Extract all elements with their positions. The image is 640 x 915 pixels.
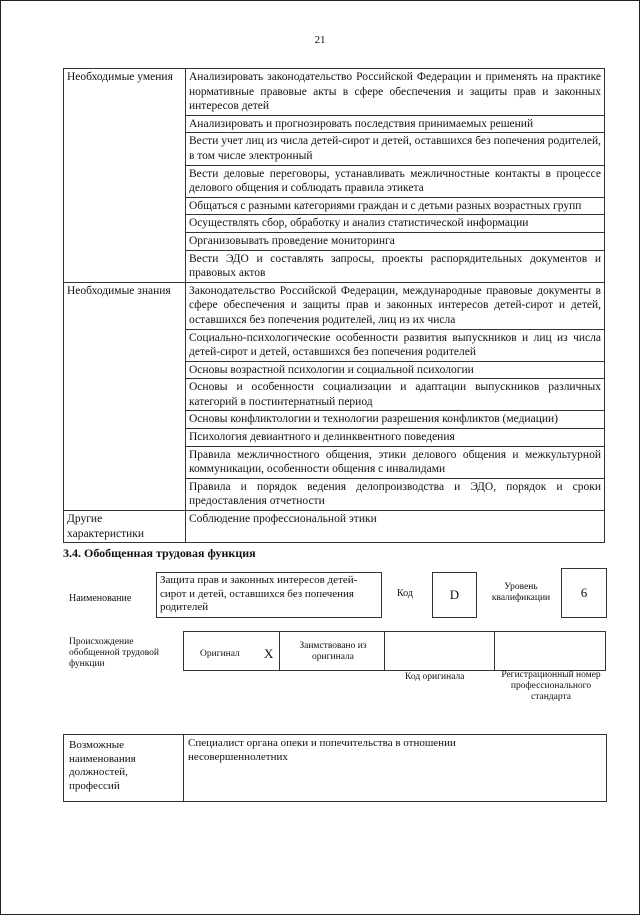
divider [279,632,280,670]
origin-label: Происхождение обобщенной трудовой функции [69,637,159,669]
level-box [561,568,607,618]
row-item: Законодательство Российской Федерации, международные правовые документы в сфере обеспечения и защиты прав и законных интересов детей-сирот и детей, оставшихся без попечения родителей, лиц из их числа [186,282,605,329]
original-label: Оригинал [200,649,240,659]
divider [183,735,184,801]
reg-number-caption: Регистрационный номер профессионального стандарта [501,670,601,702]
borrowed-label: Заимствовано из оригинала [299,641,367,662]
row-item: Психология девиантного и делинквентного поведения [186,429,605,447]
divider [384,632,385,670]
row-item: Общаться с разными категориями граждан и с детьми разных возрастных групп [186,197,605,215]
row-item: Вести учет лиц из числа детей-сирот и детей, оставшихся без попечения родителей, в том числе электронный [186,133,605,165]
code-value: D [449,587,460,602]
row-item: Социально-психологические особенности развития выпускников и лиц из числа детей-сирот и детей, оставшихся без попечения родителей [186,329,605,361]
positions-value: Специалист органа опеки и попечительства в отношении несовершеннолетних [188,737,456,763]
row-item: Анализировать законодательство Российской Федерации и применять на практике нормативные правовые акты в сфере обеспечения и защиты прав и законных интересов детей [186,69,605,116]
row-label: Необходимые умения [64,69,186,283]
page-number: 21 [314,34,326,46]
table-row [64,69,605,116]
row-item: Правила и порядок ведения делопроизводства и ЭДО, порядок и сроки предоставления отчетности [186,478,605,510]
positions-label: Возможные наименования должностей, профессий [69,739,136,792]
row-label: Необходимые знания [64,282,186,510]
row-item: Основы и особенности социализации и адаптации выпускников различных категорий в постинтернатный период [186,379,605,411]
name-label: Наименование [69,593,132,604]
row-item: Вести ЭДО и составлять запросы, проекты распорядительных документов и правовых актов [186,250,605,282]
divider [494,632,495,670]
section-title: 3.4. Обобщенная трудовая функция [63,546,256,560]
table-row [64,511,605,543]
code-label: Код [397,588,413,599]
row-item: Основы возрастной психологии и социальной психологии [186,361,605,379]
origin-table [183,631,606,671]
level-value: 6 [580,585,588,600]
skills-table [63,68,605,543]
row-item: Основы конфликтологии и технологии разрешения конфликтов (медиации) [186,411,605,429]
table-row [64,282,605,329]
function-name-value: Защита прав и законных интересов детей-сирот и детей, оставшихся без попечения родителей [160,574,358,613]
positions-table [63,734,607,802]
row-item: Правила межличностного общения, этики делового общения и межкультурной коммуникации, особенности общения с инвалидами [186,446,605,478]
row-item: Вести деловые переговоры, устанавливать межличностные контакты в процессе делового общения и соблюдать правила этикета [186,165,605,197]
row-label: Другие характеристики [64,511,186,543]
function-name-box [156,572,382,618]
original-mark: X [264,646,274,661]
level-label: Уровень квалификации [491,582,551,603]
row-item: Осуществлять сбор, обработку и анализ статистической информации [186,215,605,233]
code-original-caption: Код оригинала [405,672,465,682]
row-item: Организовывать проведение мониторинга [186,232,605,250]
code-box [432,572,477,618]
row-item: Соблюдение профессиональной этики [186,511,605,543]
row-item: Анализировать и прогнозировать последствия принимаемых решений [186,115,605,133]
